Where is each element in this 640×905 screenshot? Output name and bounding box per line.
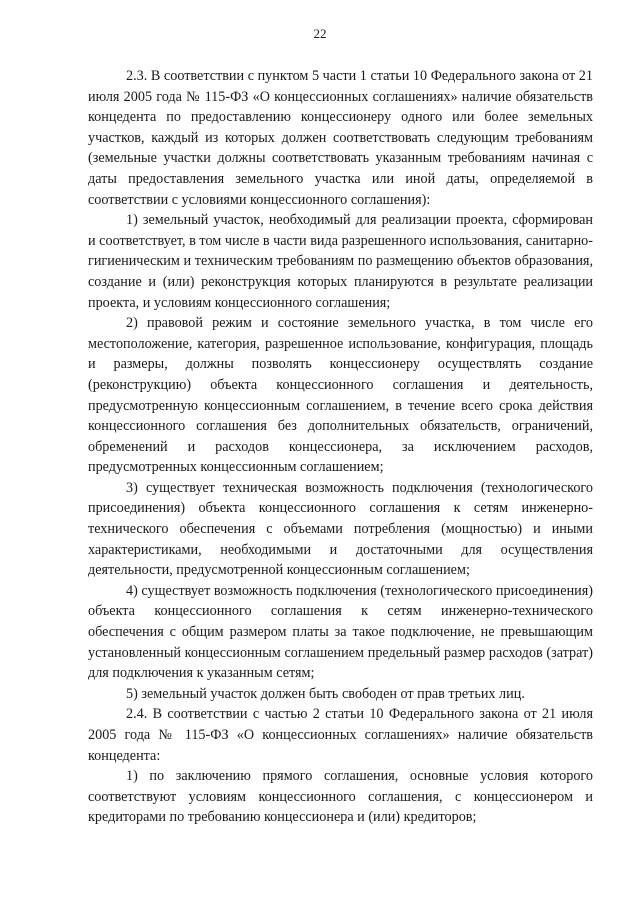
- paragraph-item-1: 1) земельный участок, необходимый для реализации проекта, сформирован и соответствует, в том числе в части вида разрешенного использования, санитарно-гигиеническим и техническим требованиям по размещению объектов образования, создание и (или) реконструкция которых планируются в результате реализации проекта, и условиям концессионного соглашения;: [88, 212, 593, 311]
- page-number: 22: [313, 26, 327, 41]
- paragraph-2-4-item-1: 1) по заключению прямого соглашения, основные условия которого соответствуют условиям концессионного соглашения, с концессионером и кредиторами по требованию концессионера и (или) кредиторов;: [88, 768, 593, 826]
- paragraph-2-4: 2.4. В соответствии с частью 2 статьи 10 Федерального закона от 21 июля 2005 года № 115-ФЗ «О концессионных соглашениях» наличие обязательств концедента:: [88, 706, 593, 764]
- paragraph-item-4: 4) существует возможность подключения (технологического присоединения) объекта концессионного соглашения к сетям инженерно-технического обеспечения с общим размером платы за такое подключение, не превышающим установленный концессионным соглашением предельный размер расходов (затрат) для подключения к указанным сетям;: [88, 582, 593, 682]
- paragraph-item-5: 5) земельный участок должен быть свободен от прав третьих лиц.: [126, 685, 525, 702]
- document-body: [88, 66, 593, 828]
- paragraph-item-3: 3) существует техническая возможность подключения (технологического присоединения) объекта концессионного соглашения к сетям инженерно-технического обеспечения с объемами потребления (мощностью) и иными характеристиками, необходимыми и достаточными для осуществления деятельности, предусмотренной концессионным соглашением;: [88, 479, 593, 579]
- paragraph-2-3: 2.3. В соответствии с пунктом 5 части 1 статьи 10 Федерального закона от 21 июля 2005 года № 115-ФЗ «О концессионных соглашениях» наличие обязательств концедента по предоставлению концессионеру одного или более земельных участков, каждый из которых должен соответствовать следующим требованиям (земельные участки должны соответствовать указанным требованиям начиная с даты предоставления земельного участка или иной даты, определяемой в соответствии с условиями концессионного соглашения):: [88, 68, 593, 208]
- paragraph-item-2: 2) правовой режим и состояние земельного участка, в том числе его местоположение, категория, разрешенное использование, конфигурация, площадь и размеры, должны позволять концессионеру осуществлять создание (реконструкцию) объекта концессионного соглашения и деятельность, предусмотренную концессионным соглашением, в течение всего срока действия концессионного соглашения без дополнительных обязательств, ограничений, обременений и расходов концессионера, за исключением расходов, предусмотренных концессионным соглашением;: [88, 315, 593, 476]
